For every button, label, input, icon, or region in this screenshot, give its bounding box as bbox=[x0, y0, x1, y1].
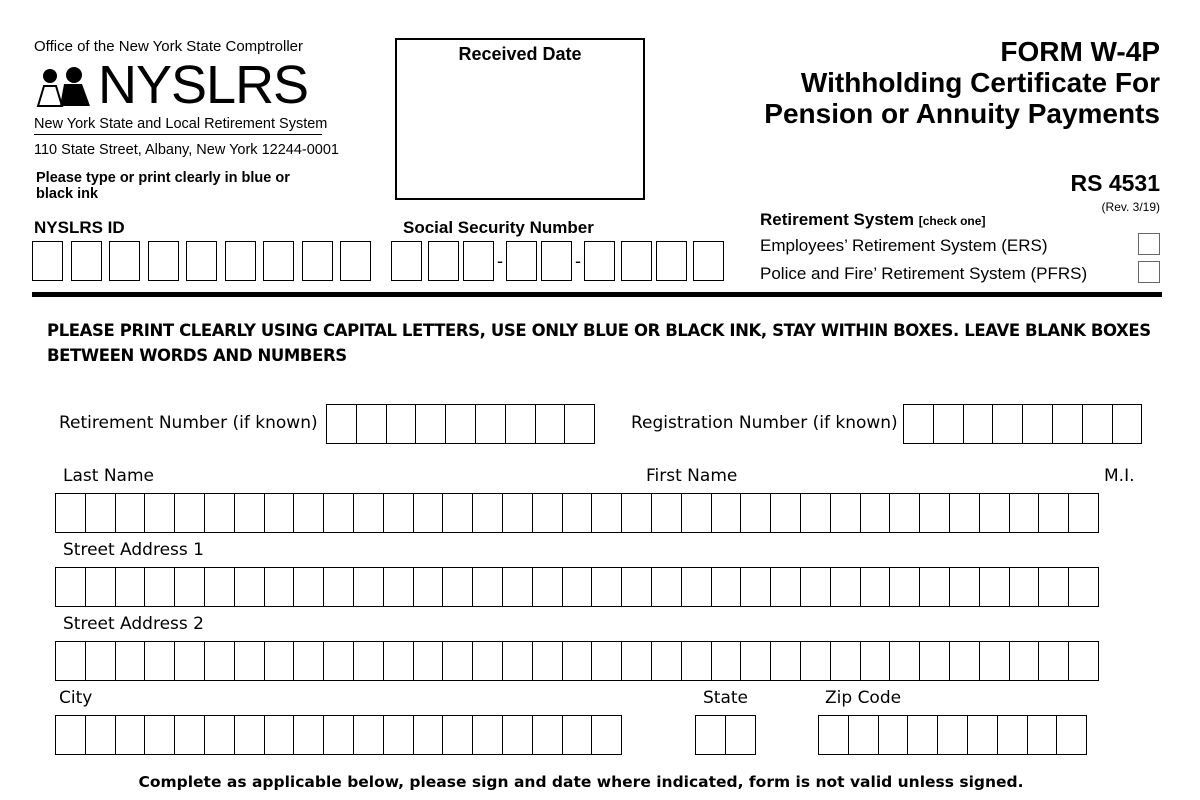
char-box[interactable] bbox=[740, 493, 771, 533]
char-box[interactable] bbox=[225, 241, 256, 281]
section-divider bbox=[32, 292, 1162, 297]
char-box[interactable] bbox=[656, 241, 687, 281]
char-box[interactable] bbox=[174, 567, 205, 607]
form-code: RS 4531 bbox=[1070, 170, 1160, 196]
char-box[interactable] bbox=[264, 567, 295, 607]
char-box[interactable] bbox=[711, 641, 742, 681]
char-box[interactable] bbox=[144, 493, 175, 533]
char-box[interactable] bbox=[740, 567, 771, 607]
char-box[interactable] bbox=[55, 641, 86, 681]
logo-wordmark: NYSLRS bbox=[98, 55, 309, 115]
char-box[interactable] bbox=[442, 641, 473, 681]
form-title-line2: Withholding Certificate For bbox=[800, 67, 1160, 98]
form-title-line3: Pension or Annuity Payments bbox=[764, 98, 1160, 129]
char-box[interactable] bbox=[919, 641, 950, 681]
char-box[interactable] bbox=[445, 404, 476, 444]
char-box[interactable] bbox=[591, 715, 622, 755]
char-box[interactable] bbox=[997, 715, 1028, 755]
char-box[interactable] bbox=[562, 641, 593, 681]
char-box[interactable] bbox=[144, 641, 175, 681]
char-box[interactable] bbox=[830, 567, 861, 607]
char-box[interactable] bbox=[186, 241, 217, 281]
char-box[interactable] bbox=[475, 404, 506, 444]
char-box[interactable] bbox=[693, 241, 724, 281]
char-box[interactable] bbox=[949, 567, 980, 607]
char-box[interactable] bbox=[562, 493, 593, 533]
print-note: Please type or print clearly in blue or black ink bbox=[36, 170, 290, 202]
retirement-system-hint: [check one] bbox=[918, 214, 986, 228]
char-box[interactable] bbox=[356, 404, 387, 444]
state-input[interactable] bbox=[695, 715, 756, 755]
char-box[interactable] bbox=[115, 641, 146, 681]
office-name: Office of the New York State Comptroller bbox=[34, 38, 304, 55]
char-box[interactable] bbox=[85, 641, 116, 681]
retirement-number-label: Retirement Number (if known) bbox=[59, 413, 318, 433]
first-name-label: First Name bbox=[646, 466, 738, 486]
organization-name: New York State and Local Retirement System bbox=[34, 116, 328, 132]
footer-note: Complete as applicable below, please sign and date where indicated, form is not valid unless signed. bbox=[138, 773, 1024, 791]
char-box[interactable] bbox=[502, 493, 533, 533]
nyslrs-id-input[interactable] bbox=[32, 241, 379, 281]
char-box[interactable] bbox=[472, 567, 503, 607]
char-box[interactable] bbox=[174, 641, 205, 681]
name-input[interactable] bbox=[55, 493, 1099, 533]
char-box[interactable] bbox=[800, 641, 831, 681]
organization-address: 110 State Street, Albany, New York 12244-0001 bbox=[34, 142, 339, 158]
char-box[interactable] bbox=[55, 715, 86, 755]
char-box[interactable] bbox=[353, 715, 384, 755]
char-box[interactable] bbox=[725, 715, 756, 755]
char-box[interactable] bbox=[591, 641, 622, 681]
char-box[interactable] bbox=[1052, 404, 1083, 444]
received-date-box bbox=[395, 38, 645, 200]
char-box[interactable] bbox=[293, 567, 324, 607]
char-box[interactable] bbox=[115, 493, 146, 533]
char-box[interactable] bbox=[1009, 641, 1040, 681]
char-box[interactable] bbox=[949, 493, 980, 533]
char-box[interactable] bbox=[1009, 567, 1040, 607]
char-box[interactable] bbox=[1009, 493, 1040, 533]
ssn-label: Social Security Number bbox=[403, 218, 594, 237]
char-box[interactable] bbox=[293, 715, 324, 755]
char-box[interactable] bbox=[502, 567, 533, 607]
char-box[interactable] bbox=[174, 715, 205, 755]
char-box[interactable] bbox=[621, 493, 652, 533]
char-box[interactable] bbox=[391, 241, 422, 281]
char-box[interactable] bbox=[967, 715, 998, 755]
char-box[interactable] bbox=[740, 641, 771, 681]
char-box[interactable] bbox=[889, 641, 920, 681]
char-box[interactable] bbox=[949, 641, 980, 681]
char-box[interactable] bbox=[621, 567, 652, 607]
street-address-2-label: Street Address 2 bbox=[63, 614, 204, 634]
char-box[interactable] bbox=[71, 241, 102, 281]
char-box[interactable] bbox=[889, 493, 920, 533]
char-box[interactable] bbox=[353, 567, 384, 607]
form-revision: (Rev. 3/19) bbox=[1101, 200, 1160, 214]
char-box[interactable] bbox=[562, 567, 593, 607]
char-box[interactable] bbox=[1038, 493, 1069, 533]
char-box[interactable] bbox=[979, 493, 1010, 533]
ssn-separator: - bbox=[497, 250, 503, 271]
retirement-system-title: Retirement System bbox=[760, 210, 915, 229]
char-box[interactable] bbox=[532, 567, 563, 607]
char-box[interactable] bbox=[383, 493, 414, 533]
registration-number-input[interactable] bbox=[903, 404, 1142, 444]
char-box[interactable] bbox=[800, 567, 831, 607]
mi-label: M.I. bbox=[1104, 466, 1135, 486]
char-box[interactable] bbox=[204, 641, 235, 681]
char-box[interactable] bbox=[800, 493, 831, 533]
char-box[interactable] bbox=[234, 641, 265, 681]
char-box[interactable] bbox=[1056, 715, 1087, 755]
char-box[interactable] bbox=[415, 404, 446, 444]
char-box[interactable] bbox=[889, 567, 920, 607]
char-box[interactable] bbox=[711, 493, 742, 533]
char-box[interactable] bbox=[442, 567, 473, 607]
char-box[interactable] bbox=[413, 567, 444, 607]
char-box[interactable] bbox=[681, 641, 712, 681]
char-box[interactable] bbox=[264, 715, 295, 755]
char-box[interactable] bbox=[621, 641, 652, 681]
char-box[interactable] bbox=[383, 715, 414, 755]
street-address-2-input[interactable] bbox=[55, 641, 1099, 681]
char-box[interactable] bbox=[293, 641, 324, 681]
char-box[interactable] bbox=[428, 241, 459, 281]
ssn-separator: - bbox=[575, 250, 581, 271]
char-box[interactable] bbox=[353, 641, 384, 681]
char-box[interactable] bbox=[979, 567, 1010, 607]
char-box[interactable] bbox=[1022, 404, 1053, 444]
city-label: City bbox=[59, 688, 93, 708]
char-box[interactable] bbox=[979, 641, 1010, 681]
state-label: State bbox=[703, 688, 748, 708]
char-box[interactable] bbox=[818, 715, 849, 755]
char-box[interactable] bbox=[907, 715, 938, 755]
char-box[interactable] bbox=[144, 715, 175, 755]
char-box[interactable] bbox=[442, 715, 473, 755]
char-box[interactable] bbox=[204, 493, 235, 533]
char-box[interactable] bbox=[848, 715, 879, 755]
char-box[interactable] bbox=[591, 493, 622, 533]
pfrs-option-label: Police and Fire’ Retirement System (PFRS) bbox=[760, 264, 1088, 283]
nyslrs-logo-icon bbox=[34, 66, 96, 110]
char-box[interactable] bbox=[1082, 404, 1113, 444]
char-box[interactable] bbox=[386, 404, 417, 444]
char-box[interactable] bbox=[695, 715, 726, 755]
char-box[interactable] bbox=[770, 641, 801, 681]
char-box[interactable] bbox=[711, 567, 742, 607]
char-box[interactable] bbox=[541, 241, 572, 281]
char-box[interactable] bbox=[340, 241, 371, 281]
char-box[interactable] bbox=[115, 715, 146, 755]
char-box[interactable] bbox=[383, 641, 414, 681]
char-box[interactable] bbox=[1068, 493, 1099, 533]
zip-code-label: Zip Code bbox=[825, 688, 902, 708]
char-box[interactable] bbox=[681, 567, 712, 607]
char-box[interactable] bbox=[413, 493, 444, 533]
char-box[interactable] bbox=[830, 641, 861, 681]
char-box[interactable] bbox=[85, 715, 116, 755]
char-box[interactable] bbox=[532, 641, 563, 681]
form-title-line1: FORM W-4P bbox=[1000, 36, 1160, 67]
char-box[interactable] bbox=[85, 567, 116, 607]
char-box[interactable] bbox=[264, 641, 295, 681]
char-box[interactable] bbox=[323, 641, 354, 681]
char-box[interactable] bbox=[263, 241, 294, 281]
char-box[interactable] bbox=[472, 641, 503, 681]
char-box[interactable] bbox=[992, 404, 1023, 444]
instructions: PLEASE PRINT CLEARLY USING CAPITAL LETTERS, USE ONLY BLUE OR BLACK INK, STAY WITHIN BOXES. LEAVE BLANK BOXES BETWEEN WORDS AND NUMBERS bbox=[47, 321, 1151, 365]
char-box[interactable] bbox=[463, 241, 494, 281]
char-box[interactable] bbox=[830, 493, 861, 533]
char-box[interactable] bbox=[1038, 567, 1069, 607]
char-box[interactable] bbox=[535, 404, 566, 444]
char-box[interactable] bbox=[174, 493, 205, 533]
char-box[interactable] bbox=[532, 493, 563, 533]
char-box[interactable] bbox=[502, 715, 533, 755]
char-box[interactable] bbox=[264, 493, 295, 533]
char-box[interactable] bbox=[472, 715, 503, 755]
char-box[interactable] bbox=[55, 567, 86, 607]
char-box[interactable] bbox=[442, 493, 473, 533]
char-box[interactable] bbox=[326, 404, 357, 444]
char-box[interactable] bbox=[383, 567, 414, 607]
char-box[interactable] bbox=[55, 493, 86, 533]
char-box[interactable] bbox=[109, 241, 140, 281]
char-box[interactable] bbox=[860, 567, 891, 607]
char-box[interactable] bbox=[85, 493, 116, 533]
char-box[interactable] bbox=[293, 493, 324, 533]
char-box[interactable] bbox=[323, 567, 354, 607]
char-box[interactable] bbox=[584, 241, 615, 281]
char-box[interactable] bbox=[323, 493, 354, 533]
char-box[interactable] bbox=[148, 241, 179, 281]
char-box[interactable] bbox=[919, 493, 950, 533]
char-box[interactable] bbox=[115, 567, 146, 607]
ers-option-label: Employees’ Retirement System (ERS) bbox=[760, 236, 1048, 255]
char-box[interactable] bbox=[591, 567, 622, 607]
char-box[interactable] bbox=[770, 493, 801, 533]
char-box[interactable] bbox=[651, 641, 682, 681]
char-box[interactable] bbox=[502, 641, 533, 681]
char-box[interactable] bbox=[681, 493, 712, 533]
char-box[interactable] bbox=[1068, 567, 1099, 607]
street-address-1-input[interactable] bbox=[55, 567, 1099, 607]
char-box[interactable] bbox=[234, 567, 265, 607]
zip-code-input[interactable] bbox=[818, 715, 1087, 755]
char-box[interactable] bbox=[1038, 641, 1069, 681]
char-box[interactable] bbox=[1112, 404, 1143, 444]
char-box[interactable] bbox=[234, 715, 265, 755]
received-date-label: Received Date bbox=[458, 44, 582, 64]
char-box[interactable] bbox=[651, 493, 682, 533]
char-box[interactable] bbox=[564, 404, 595, 444]
char-box[interactable] bbox=[651, 567, 682, 607]
char-box[interactable] bbox=[144, 567, 175, 607]
last-name-label: Last Name bbox=[63, 466, 154, 486]
char-box[interactable] bbox=[1068, 641, 1099, 681]
char-box[interactable] bbox=[204, 567, 235, 607]
char-box[interactable] bbox=[860, 493, 891, 533]
ers-checkbox[interactable] bbox=[1138, 233, 1160, 255]
char-box[interactable] bbox=[562, 715, 593, 755]
street-address-1-label: Street Address 1 bbox=[63, 540, 204, 560]
nyslrs-id-label: NYSLRS ID bbox=[34, 218, 125, 237]
ssn-input[interactable] bbox=[391, 241, 724, 281]
char-box[interactable] bbox=[860, 641, 891, 681]
char-box[interactable] bbox=[933, 404, 964, 444]
retirement-system-label bbox=[760, 210, 985, 230]
char-box[interactable] bbox=[323, 715, 354, 755]
char-box[interactable] bbox=[506, 241, 537, 281]
pfrs-checkbox[interactable] bbox=[1138, 261, 1160, 283]
char-box[interactable] bbox=[532, 715, 563, 755]
char-box[interactable] bbox=[1027, 715, 1058, 755]
char-box[interactable] bbox=[32, 241, 63, 281]
char-box[interactable] bbox=[234, 493, 265, 533]
char-box[interactable] bbox=[204, 715, 235, 755]
retirement-number-input[interactable] bbox=[326, 404, 595, 444]
char-box[interactable] bbox=[937, 715, 968, 755]
char-box[interactable] bbox=[878, 715, 909, 755]
char-box[interactable] bbox=[963, 404, 994, 444]
char-box[interactable] bbox=[302, 241, 333, 281]
char-box[interactable] bbox=[903, 404, 934, 444]
char-box[interactable] bbox=[621, 241, 652, 281]
form-title bbox=[764, 36, 1160, 129]
registration-number-label: Registration Number (if known) bbox=[631, 413, 898, 433]
city-input[interactable] bbox=[55, 715, 622, 755]
char-box[interactable] bbox=[353, 493, 384, 533]
org-divider bbox=[34, 134, 322, 135]
char-box[interactable] bbox=[505, 404, 536, 444]
char-box[interactable] bbox=[919, 567, 950, 607]
char-box[interactable] bbox=[413, 641, 444, 681]
char-box[interactable] bbox=[472, 493, 503, 533]
char-box[interactable] bbox=[770, 567, 801, 607]
char-box[interactable] bbox=[413, 715, 444, 755]
